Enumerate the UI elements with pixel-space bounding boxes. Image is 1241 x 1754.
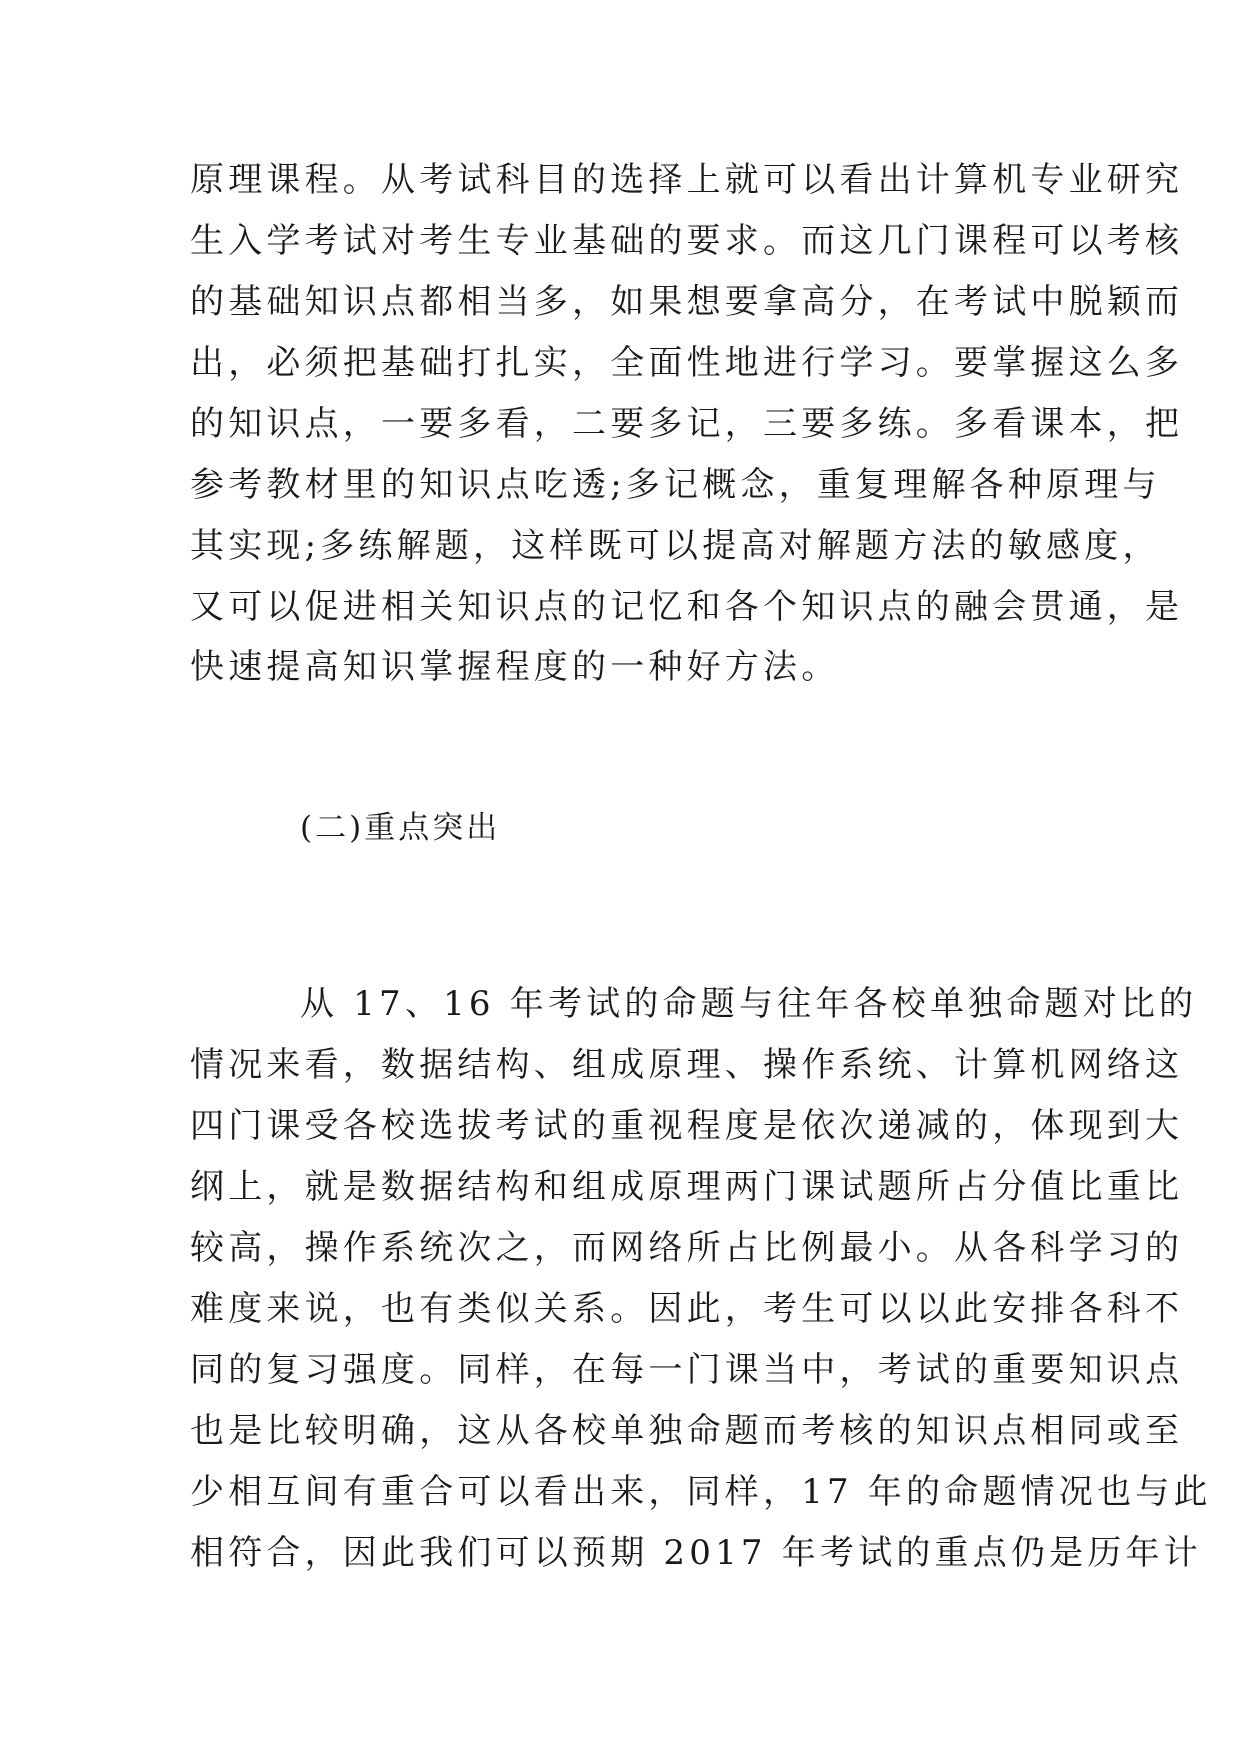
paragraph2-line: 少相互间有重合可以看出来，同样，17 年的命题情况也与此	[190, 1472, 1212, 1512]
paragraph1-line: 参考教材里的知识点吃透;多记概念，重复理解各种原理与	[190, 465, 1161, 505]
paragraph2-line: 同的复习强度。同样，在每一门课当中，考试的重要知识点	[190, 1350, 1184, 1390]
section-heading: (二)重点突出	[300, 810, 501, 846]
paragraph2-line: 较高，操作系统次之，而网络所占比例最小。从各科学习的	[190, 1228, 1184, 1268]
paragraph1-line: 又可以促进相关知识点的记忆和各个知识点的融会贯通，是	[190, 587, 1184, 627]
paragraph2-line: 相符合，因此我们可以预期 2017 年考试的重点仍是历年计	[190, 1533, 1202, 1573]
paragraph1-line: 原理课程。从考试科目的选择上就可以看出计算机专业研究	[190, 160, 1184, 200]
paragraph1-line: 其实现;多练解题，这样既可以提高对解题方法的敏感度，	[190, 526, 1161, 566]
paragraph2-line: 难度来说，也有类似关系。因此，考生可以以此安排各科不	[190, 1289, 1184, 1329]
paragraph2-line: 纲上，就是数据结构和组成原理两门课试题所占分值比重比	[190, 1167, 1184, 1207]
paragraph2-line: 情况来看，数据结构、组成原理、操作系统、计算机网络这	[190, 1045, 1184, 1085]
paragraph1-line: 的知识点，一要多看，二要多记，三要多练。多看课本，把	[190, 404, 1184, 444]
paragraph1-line: 快速提高知识掌握程度的一种好方法。	[190, 647, 840, 687]
paragraph1-line: 出，必须把基础打扎实，全面性地进行学习。要掌握这么多	[190, 343, 1184, 383]
paragraph2-line: 四门课受各校选拔考试的重视程度是依次递减的，体现到大	[190, 1106, 1184, 1146]
paragraph2-line: 也是比较明确，这从各校单独命题而考核的知识点相同或至	[190, 1411, 1184, 1451]
paragraph1-line: 生入学考试对考生专业基础的要求。而这几门课程可以考核	[190, 221, 1184, 261]
paragraph1-line: 的基础知识点都相当多，如果想要拿高分，在考试中脱颖而	[190, 282, 1184, 322]
paragraph2-line: 从 17、16 年考试的命题与往年各校单独命题对比的	[300, 984, 1198, 1024]
